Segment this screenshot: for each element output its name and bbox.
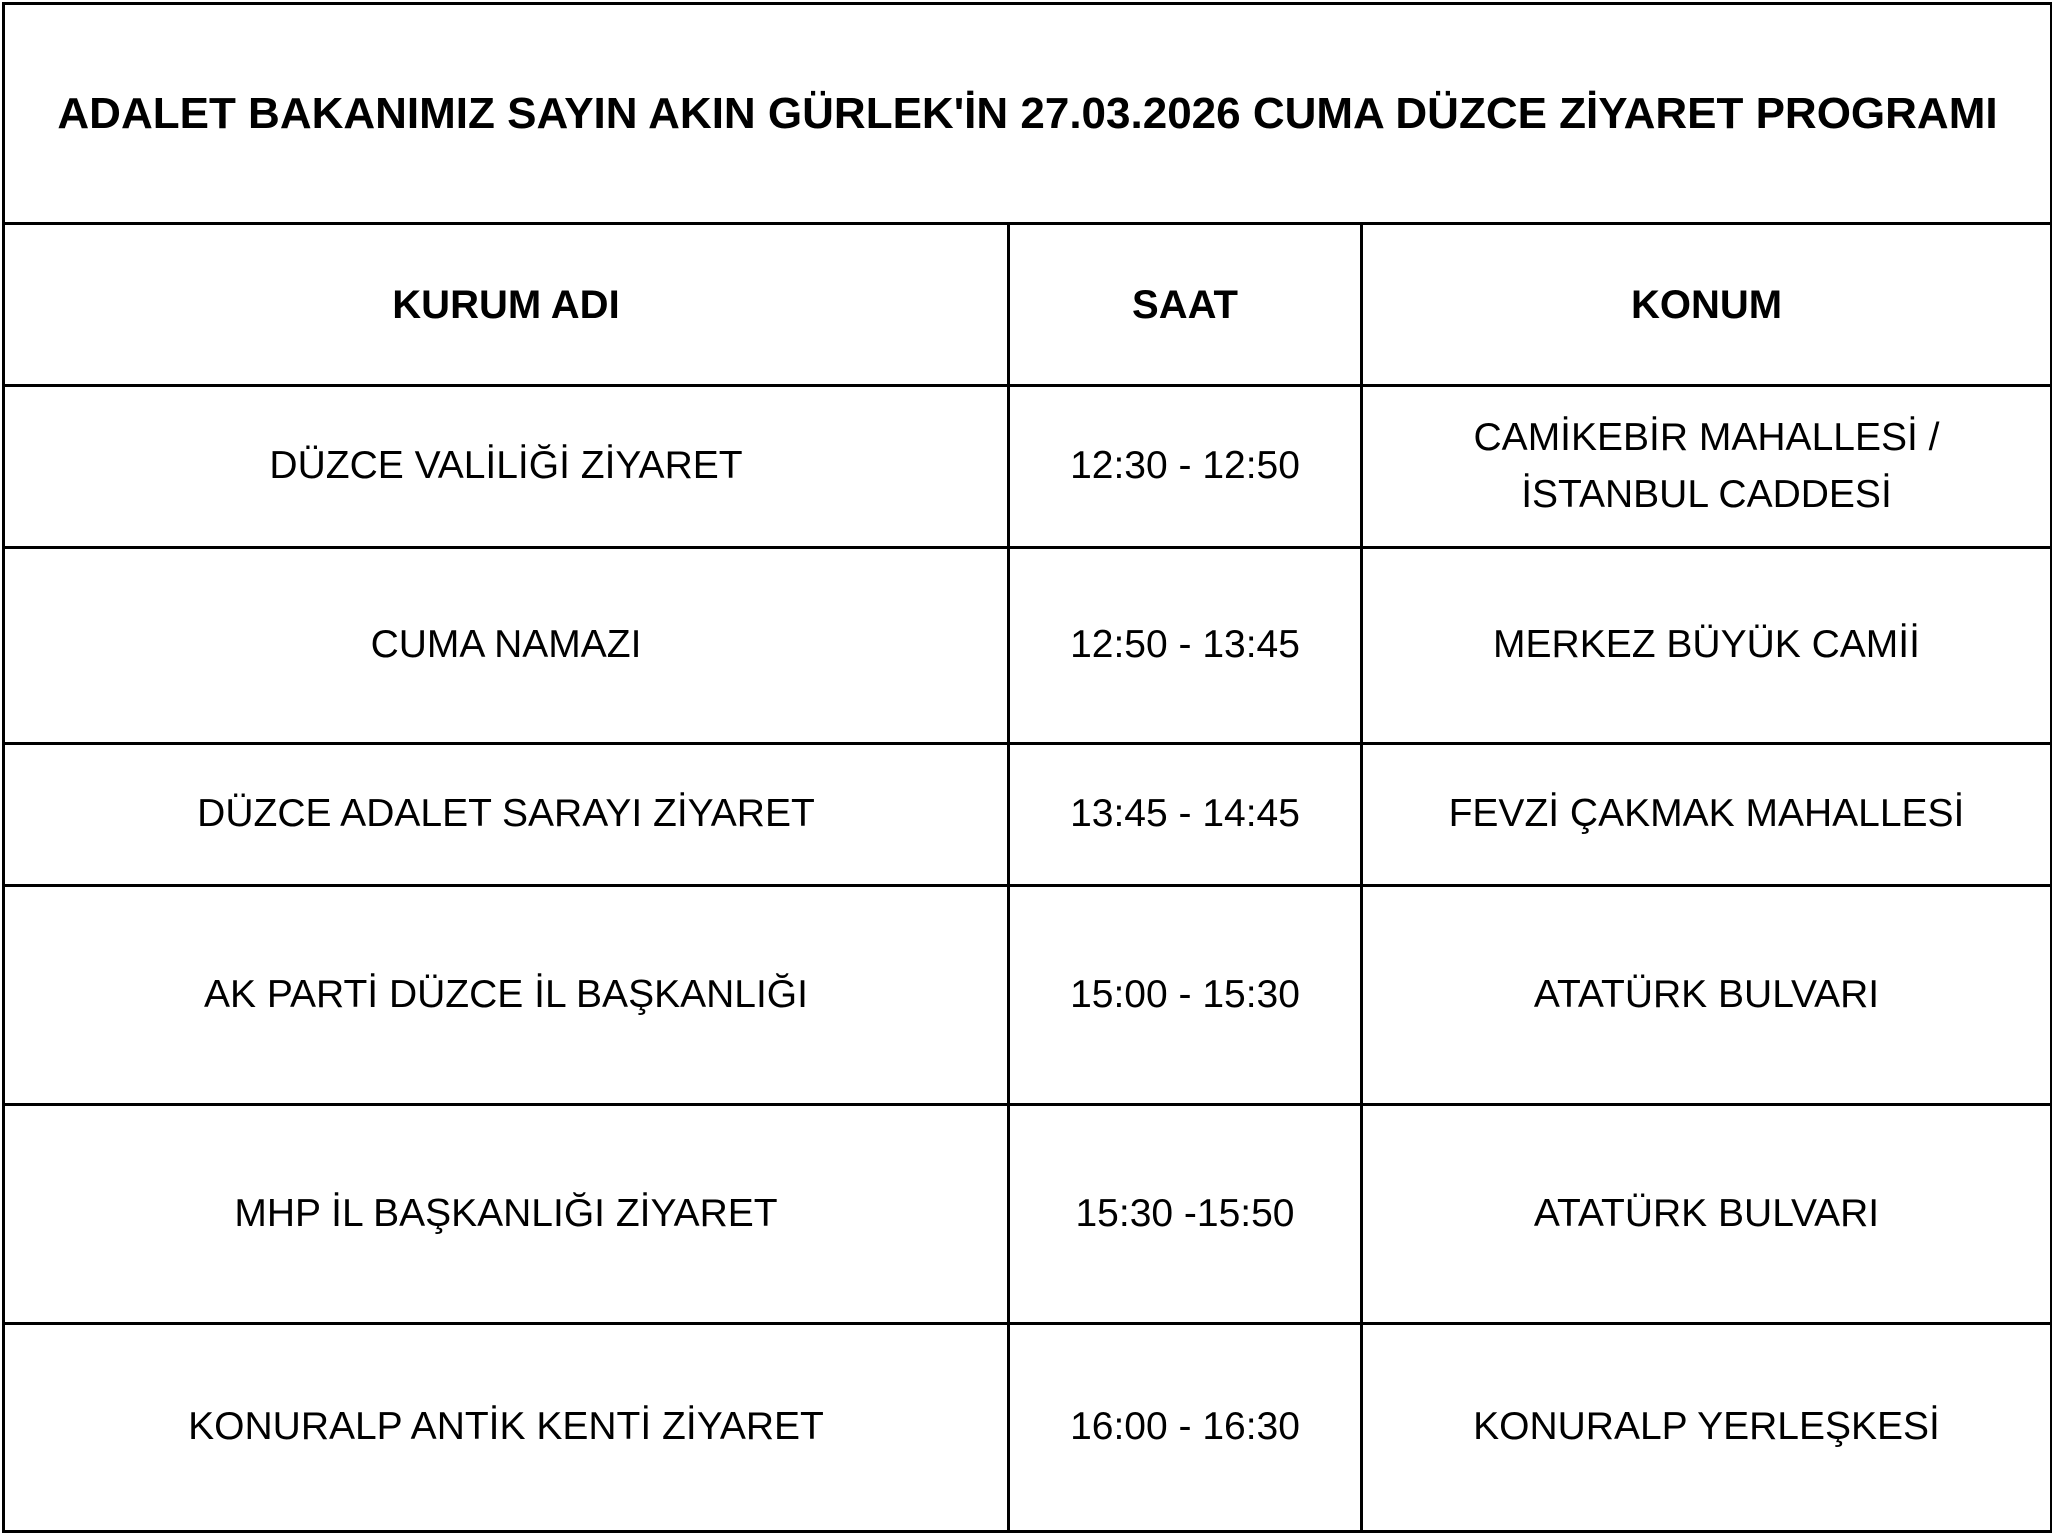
institution-cell: DÜZCE ADALET SARAYI ZİYARET xyxy=(4,744,1009,886)
institution-cell: MHP İL BAŞKANLIĞI ZİYARET xyxy=(4,1105,1009,1324)
location-cell: ATATÜRK BULVARI xyxy=(1362,1105,2052,1324)
location-cell: FEVZİ ÇAKMAK MAHALLESİ xyxy=(1362,744,2052,886)
header-institution: KURUM ADI xyxy=(4,224,1009,386)
table-row xyxy=(4,1105,2052,1324)
table-row xyxy=(4,548,2052,744)
header-row xyxy=(4,224,2052,386)
institution-cell: CUMA NAMAZI xyxy=(4,548,1009,744)
table-row xyxy=(4,386,2052,548)
institution-cell: DÜZCE VALİLİĞİ ZİYARET xyxy=(4,386,1009,548)
institution-cell: AK PARTİ DÜZCE İL BAŞKANLIĞI xyxy=(4,886,1009,1105)
time-cell: 15:00 - 15:30 xyxy=(1009,886,1362,1105)
location-cell: CAMİKEBİR MAHALLESİ / İSTANBUL CADDESİ xyxy=(1362,386,2052,548)
location-cell: ATATÜRK BULVARI xyxy=(1362,886,2052,1105)
visit-schedule-table xyxy=(2,2,2052,1533)
time-cell: 12:30 - 12:50 xyxy=(1009,386,1362,548)
header-location: KONUM xyxy=(1362,224,2052,386)
title-row xyxy=(4,4,2052,224)
location-cell: MERKEZ BÜYÜK CAMİİ xyxy=(1362,548,2052,744)
table-row xyxy=(4,744,2052,886)
table-row xyxy=(4,886,2052,1105)
schedule-title: ADALET BAKANIMIZ SAYIN AKIN GÜRLEK'İN 27.03.2026 CUMA DÜZCE ZİYARET PROGRAMI xyxy=(4,4,2052,224)
time-cell: 16:00 - 16:30 xyxy=(1009,1324,1362,1532)
table-row xyxy=(4,1324,2052,1532)
time-cell: 15:30 -15:50 xyxy=(1009,1105,1362,1324)
time-cell: 12:50 - 13:45 xyxy=(1009,548,1362,744)
header-time: SAAT xyxy=(1009,224,1362,386)
location-cell: KONURALP YERLEŞKESİ xyxy=(1362,1324,2052,1532)
institution-cell: KONURALP ANTİK KENTİ ZİYARET xyxy=(4,1324,1009,1532)
time-cell: 13:45 - 14:45 xyxy=(1009,744,1362,886)
